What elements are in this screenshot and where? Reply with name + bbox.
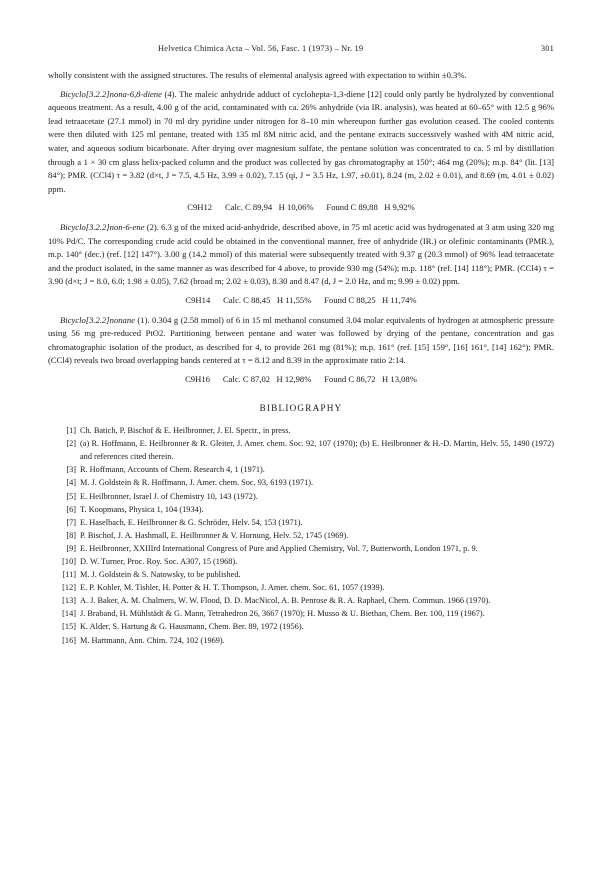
reference-item <box>48 437 554 463</box>
compound-name: Bicyclo[3.2.2]nonane <box>60 314 135 325</box>
reference-number: [16] <box>62 635 76 645</box>
analysis-calc: Calc. C 87,02 H 12,98% <box>222 373 312 384</box>
reference-text: E. P. Kohler, M. Tishler, H. Potter & H. T. Thompson, J. Amer. chem. Soc. 61, 1057 (1939). <box>80 583 385 593</box>
reference-text: R. Hoffmann, Accounts of Chem. Research 4, 1 (1971). <box>80 465 265 475</box>
reference-item <box>48 503 554 516</box>
reference-text: K. Alder, S. Hartung & G. Hausmann, Chem. Ber. 89, 1972 (1956). <box>80 622 304 632</box>
reference-item <box>48 476 554 489</box>
reference-text: E. Heilbronner, XXIIIrd International Congress of Pure and Applied Chemistry, Vol. 7, Butterworth, London 1971, p. 9. <box>80 543 478 553</box>
analysis-calc: Calc. C 88,45 H 11,55% <box>223 294 312 305</box>
reference-text: Ch. Batich, P. Bischof & E. Heilbronner, J. El. Spectr., in press. <box>80 426 291 436</box>
analysis-calc: Calc. C 89,94 H 10,06% <box>224 202 314 213</box>
elemental-analysis <box>48 294 554 308</box>
analysis-formula: C9H16 <box>185 373 210 384</box>
analysis-found: Found C 86,72 H 13,08% <box>324 373 417 384</box>
elemental-analysis <box>48 201 554 215</box>
reference-number: [15] <box>62 622 76 632</box>
reference-item <box>48 568 554 581</box>
reference-item <box>48 634 554 647</box>
bibliography-title: BIBLIOGRAPHY <box>259 403 343 414</box>
reference-number: [1] <box>66 426 76 436</box>
reference-item <box>48 424 554 437</box>
elemental-analysis <box>48 373 554 387</box>
paragraph-text: (1). 0.304 g (2.58 mmol) of 6 in 15 ml methanol consumed 3.04 molar equivalents of hydrogen at atmospheric pressure using 56 mg pre-reduced PtO2. Partitioning between pentane and water was followed by drying of the pentane, concentration and gas chromatographic isolation of the product, as described for 4, to provide 261 mg (81%); m.p. 161° (ref. [15] 159°, [16] 161°, [14] 162°); PMR. (CCl4) reveals two broad overlapping bands centered at τ = 8.12 and 8.39 in the approximate ratio 2:14. <box>48 314 554 366</box>
paragraph-nonadiene <box>48 88 554 197</box>
reference-item <box>48 490 554 503</box>
analysis-found: Found C 88,25 H 11,74% <box>324 294 417 305</box>
reference-text: A. J. Baker, A. M. Chalmers, W. W. Flood, D. D. MacNicol, A. B. Penrose & R. A. Raphael, Chem. Commun. 1966 (1970). <box>80 596 491 606</box>
reference-number: [4] <box>66 478 76 488</box>
reference-number: [9] <box>66 543 76 553</box>
reference-number: [14] <box>62 609 76 619</box>
reference-item <box>48 463 554 476</box>
reference-text: (a) R. Hoffmann, E. Heilbronner & R. Gleiter, J. Amer. chem. Soc. 92, 107 (1970); (b) E. Heilbronner & H.-D. Martin, Helv. 55, 1490 (1972) and references cited therein. <box>80 439 554 462</box>
reference-number: [11] <box>62 570 76 580</box>
reference-item <box>48 607 554 620</box>
reference-text: M. J. Goldstein & S. Natowsky, to be published. <box>80 570 241 580</box>
reference-number: [7] <box>66 517 76 527</box>
reference-item <box>48 555 554 568</box>
reference-number: [6] <box>66 504 76 514</box>
reference-text: T. Koopmans, Physica 1, 104 (1934). <box>80 504 204 514</box>
reference-item <box>48 581 554 594</box>
reference-number: [13] <box>62 596 76 606</box>
analysis-formula: C9H14 <box>185 294 211 305</box>
reference-text: M. J. Goldstein & R. Hoffmann, J. Amer. chem. Soc. 93, 6193 (1971). <box>80 478 314 488</box>
reference-number: [8] <box>66 530 76 540</box>
compound-name: Bicyclo[3.2.2]non-6-ene <box>60 221 145 232</box>
paragraph-nonene <box>48 221 554 289</box>
reference-item <box>48 620 554 633</box>
reference-item <box>48 542 554 555</box>
article-body <box>48 69 554 647</box>
analysis-formula: C9H12 <box>187 202 213 213</box>
reference-number: [5] <box>66 491 76 501</box>
reference-text: E. Heilbronner, Israel J. of Chemistry 10, 143 (1972). <box>80 491 258 501</box>
page-number: 301 <box>540 44 554 53</box>
reference-text: E. Haselbach, E. Heilbronner & G. Schröder, Helv. 54, 153 (1971). <box>80 517 303 527</box>
running-title: Helvetica Chimica Acta – Vol. 56, Fasc. 1 (1973) – Nr. 19 <box>158 44 364 53</box>
paragraph-continuation: wholly consistent with the assigned structures. The results of elemental analysis agreed with expectation to within ±0.3%. <box>48 70 467 80</box>
reference-list <box>48 424 554 647</box>
reference-text: M. Hartmann, Ann. Chim. 724, 102 (1969). <box>80 635 225 645</box>
reference-number: [12] <box>62 583 76 593</box>
reference-number: [3] <box>66 465 76 475</box>
paragraph-text: (4). The maleic anhydride adduct of cyclohepta-1,3-diene [12] could only partly be hydrolyzed by conventional aqueous treatment. As a result, 4.00 g of the acid, contaminated with ca. 26% anhydride (via IR. analysis), was heated at 60–65° with 12.5 g 96% lead tetraacetate (27.1 mmol) in 70 ml dry pyridine under nitrogen for 8–10 min whereupon further gas evolution ceased. The cooled contents were then diluted with 125 ml pentane, treated with 135 ml 8M nitric acid, and the pentane extracts successively washed with 4M nitric acid, water, and aqueous sodium bicarbonate. After drying over magnesium sulfate, the pentane solution was concentrated to ca. 5 ml by distillation through a 1 × 30 cm glass helix-packed column and the product was collected by gas chromatography at 150°; 464 mg (20%); m.p. 84° (lit. [13] 84°); PMR. (CCl4) τ = 3.82 (d×t, J = 7.5, 4.5 Hz, 3.99 ± 0.02), 7.15 (qi, J = 3.5 Hz, 1.97, ±0.01), 8.24 (m, 2.02 ± 0.01), and 8.69 (m, 4.01 ± 0.02) ppm. <box>48 88 554 194</box>
reference-item <box>48 516 554 529</box>
compound-name: Bicyclo[3.2.2]nona-6,8-diene <box>60 88 162 99</box>
reference-number: [10] <box>62 557 76 566</box>
paragraph-nonane <box>48 314 554 368</box>
reference-item <box>48 529 554 542</box>
reference-number: [2] <box>66 439 76 449</box>
running-header <box>48 42 554 56</box>
reference-text: D. W. Turner, Proc. Roy. Soc. A307, 15 (1968). <box>80 557 238 566</box>
reference-text: P. Bischof, J. A. Hashmall, E. Heilbronner & V. Hornung, Helv. 52, 1745 (1969). <box>80 530 349 540</box>
reference-item <box>48 594 554 607</box>
analysis-found: Found C 89,88 H 9,92% <box>326 202 415 213</box>
paragraph-text: (2). 6.3 g of the mixed acid-anhydride, described above, in 75 ml acetic acid was hydrogenated at 3 atm using 320 mg 10% Pd/C. The corresponding crude acid could be obtained in the conventional manner, free of anhydride (IR.) or olefinic contaminants (PMR.), m.p. 140° (dec.) (ref. [12] 147°). 3.00 g (14.2 mmol) of this material were subsequently treated with 9.37 g (20.3 mmol) of 96% lead tetraacetate and the product isolated, in the same manner as was described for 4 above, to provide 930 mg (54%); m.p. 118° (ref. [14] 118°); PMR. (CCl4) τ = 3.90 (d×t; J = 8.0, 6.0; 1.98 ± 0.05), 7.62 (broad m; 2.02 ± 0.03), 8.30 and 8.47 (d, J = 2.0 Hz, and m; 9.99 ± 0.02) ppm. <box>48 221 554 287</box>
reference-text: J. Braband, H. Mühlstädt & G. Mann, Tetrahedron 26, 3667 (1970); H. Musso & U. Biethan, Chem. Ber. 100, 119 (1967). <box>80 609 485 619</box>
